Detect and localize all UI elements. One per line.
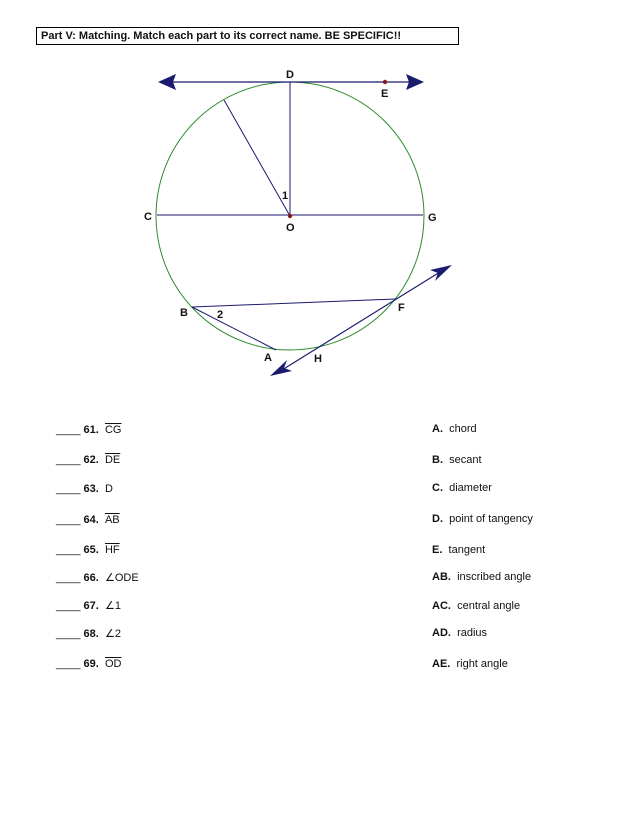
question-number: 63. (83, 483, 99, 495)
chord-ab (192, 307, 276, 350)
label-h: H (314, 353, 322, 365)
answer-option-b (432, 453, 482, 467)
answer-text: tangent (448, 544, 486, 556)
question-number: 65. (83, 544, 99, 556)
answer-option-ad (432, 626, 487, 640)
question-item: ∠ODE (104, 572, 139, 584)
answer-text: chord (449, 423, 477, 435)
label-e: E (381, 88, 389, 100)
question-row-68 (56, 627, 121, 641)
arrowhead-secant-upper (430, 265, 452, 281)
answer-text: secant (449, 454, 482, 466)
question-item: $\overline{HF}$ (104, 544, 120, 556)
answer-letter: A. (432, 423, 443, 435)
question-row-64 (56, 513, 120, 527)
question-number: 62. (83, 454, 99, 466)
question-number: 66. (83, 572, 99, 584)
question-number: 64. (83, 514, 99, 526)
question-row-69 (56, 657, 121, 671)
answer-blank[interactable]: ____ (56, 454, 81, 466)
question-item: $\overline{AB}$ (104, 514, 120, 526)
answer-blank[interactable]: ____ (56, 424, 81, 436)
chord-bf (192, 299, 396, 307)
answer-option-ac (432, 599, 520, 613)
label-f: F (398, 302, 405, 314)
answer-option-a (432, 422, 477, 436)
label-angle-1: 1 (282, 190, 289, 202)
question-item: ∠1 (104, 600, 121, 612)
question-number: 68. (83, 628, 99, 640)
label-d: D (286, 69, 294, 81)
answer-option-ae (432, 657, 508, 671)
answer-letter: AC. (432, 600, 451, 612)
arrowhead-secant-lower (270, 360, 292, 376)
question-item: D (104, 483, 113, 495)
question-item: $\overline{CG}$ (104, 424, 122, 436)
question-item: $\overline{OD}$ (104, 658, 122, 670)
question-row-67 (56, 599, 121, 613)
answer-blank[interactable]: ____ (56, 572, 81, 584)
question-row-66 (56, 571, 139, 585)
answer-blank[interactable]: ____ (56, 514, 81, 526)
answer-letter: D. (432, 513, 443, 525)
circle-diagram (0, 0, 638, 400)
label-g: G (428, 212, 437, 224)
answer-text: right angle (456, 658, 508, 670)
secant-hf (282, 272, 440, 370)
answer-letter: AD. (432, 627, 451, 639)
label-b: B (180, 307, 188, 319)
point-e (383, 80, 387, 84)
answer-blank[interactable]: ____ (56, 483, 81, 495)
answer-blank[interactable]: ____ (56, 658, 81, 670)
answer-option-c (432, 481, 492, 495)
answer-letter: AB. (432, 571, 451, 583)
answer-text: diameter (449, 482, 492, 494)
point-o (288, 214, 292, 218)
question-item: ∠2 (104, 628, 121, 640)
answer-text: central angle (457, 600, 521, 612)
question-row-61 (56, 423, 121, 437)
section-header: Part V: Matching. Match each part to its correct name. BE SPECIFIC!! (36, 27, 459, 45)
question-number: 69. (83, 658, 99, 670)
answer-option-d (432, 512, 533, 526)
answer-letter: E. (432, 544, 443, 556)
label-a: A (264, 352, 272, 364)
answer-option-e (432, 543, 485, 557)
answer-letter: AE. (432, 658, 451, 670)
answer-blank[interactable]: ____ (56, 544, 81, 556)
answer-blank[interactable]: ____ (56, 600, 81, 612)
question-row-65 (56, 543, 120, 557)
question-number: 61. (83, 424, 99, 436)
answer-letter: C. (432, 482, 443, 494)
answer-letter: B. (432, 454, 443, 466)
answer-text: radius (457, 627, 488, 639)
label-angle-2: 2 (217, 309, 224, 321)
question-row-63 (56, 482, 113, 496)
answer-option-ab (432, 570, 531, 584)
label-c: C (144, 211, 152, 223)
label-o: O (286, 222, 295, 234)
answer-text: inscribed angle (457, 571, 532, 583)
radius-upper-left (224, 100, 290, 216)
question-row-62 (56, 453, 120, 467)
answer-blank[interactable]: ____ (56, 628, 81, 640)
question-item: $\overline{DE}$ (104, 454, 121, 466)
answer-text: point of tangency (449, 513, 533, 525)
question-number: 67. (83, 600, 99, 612)
